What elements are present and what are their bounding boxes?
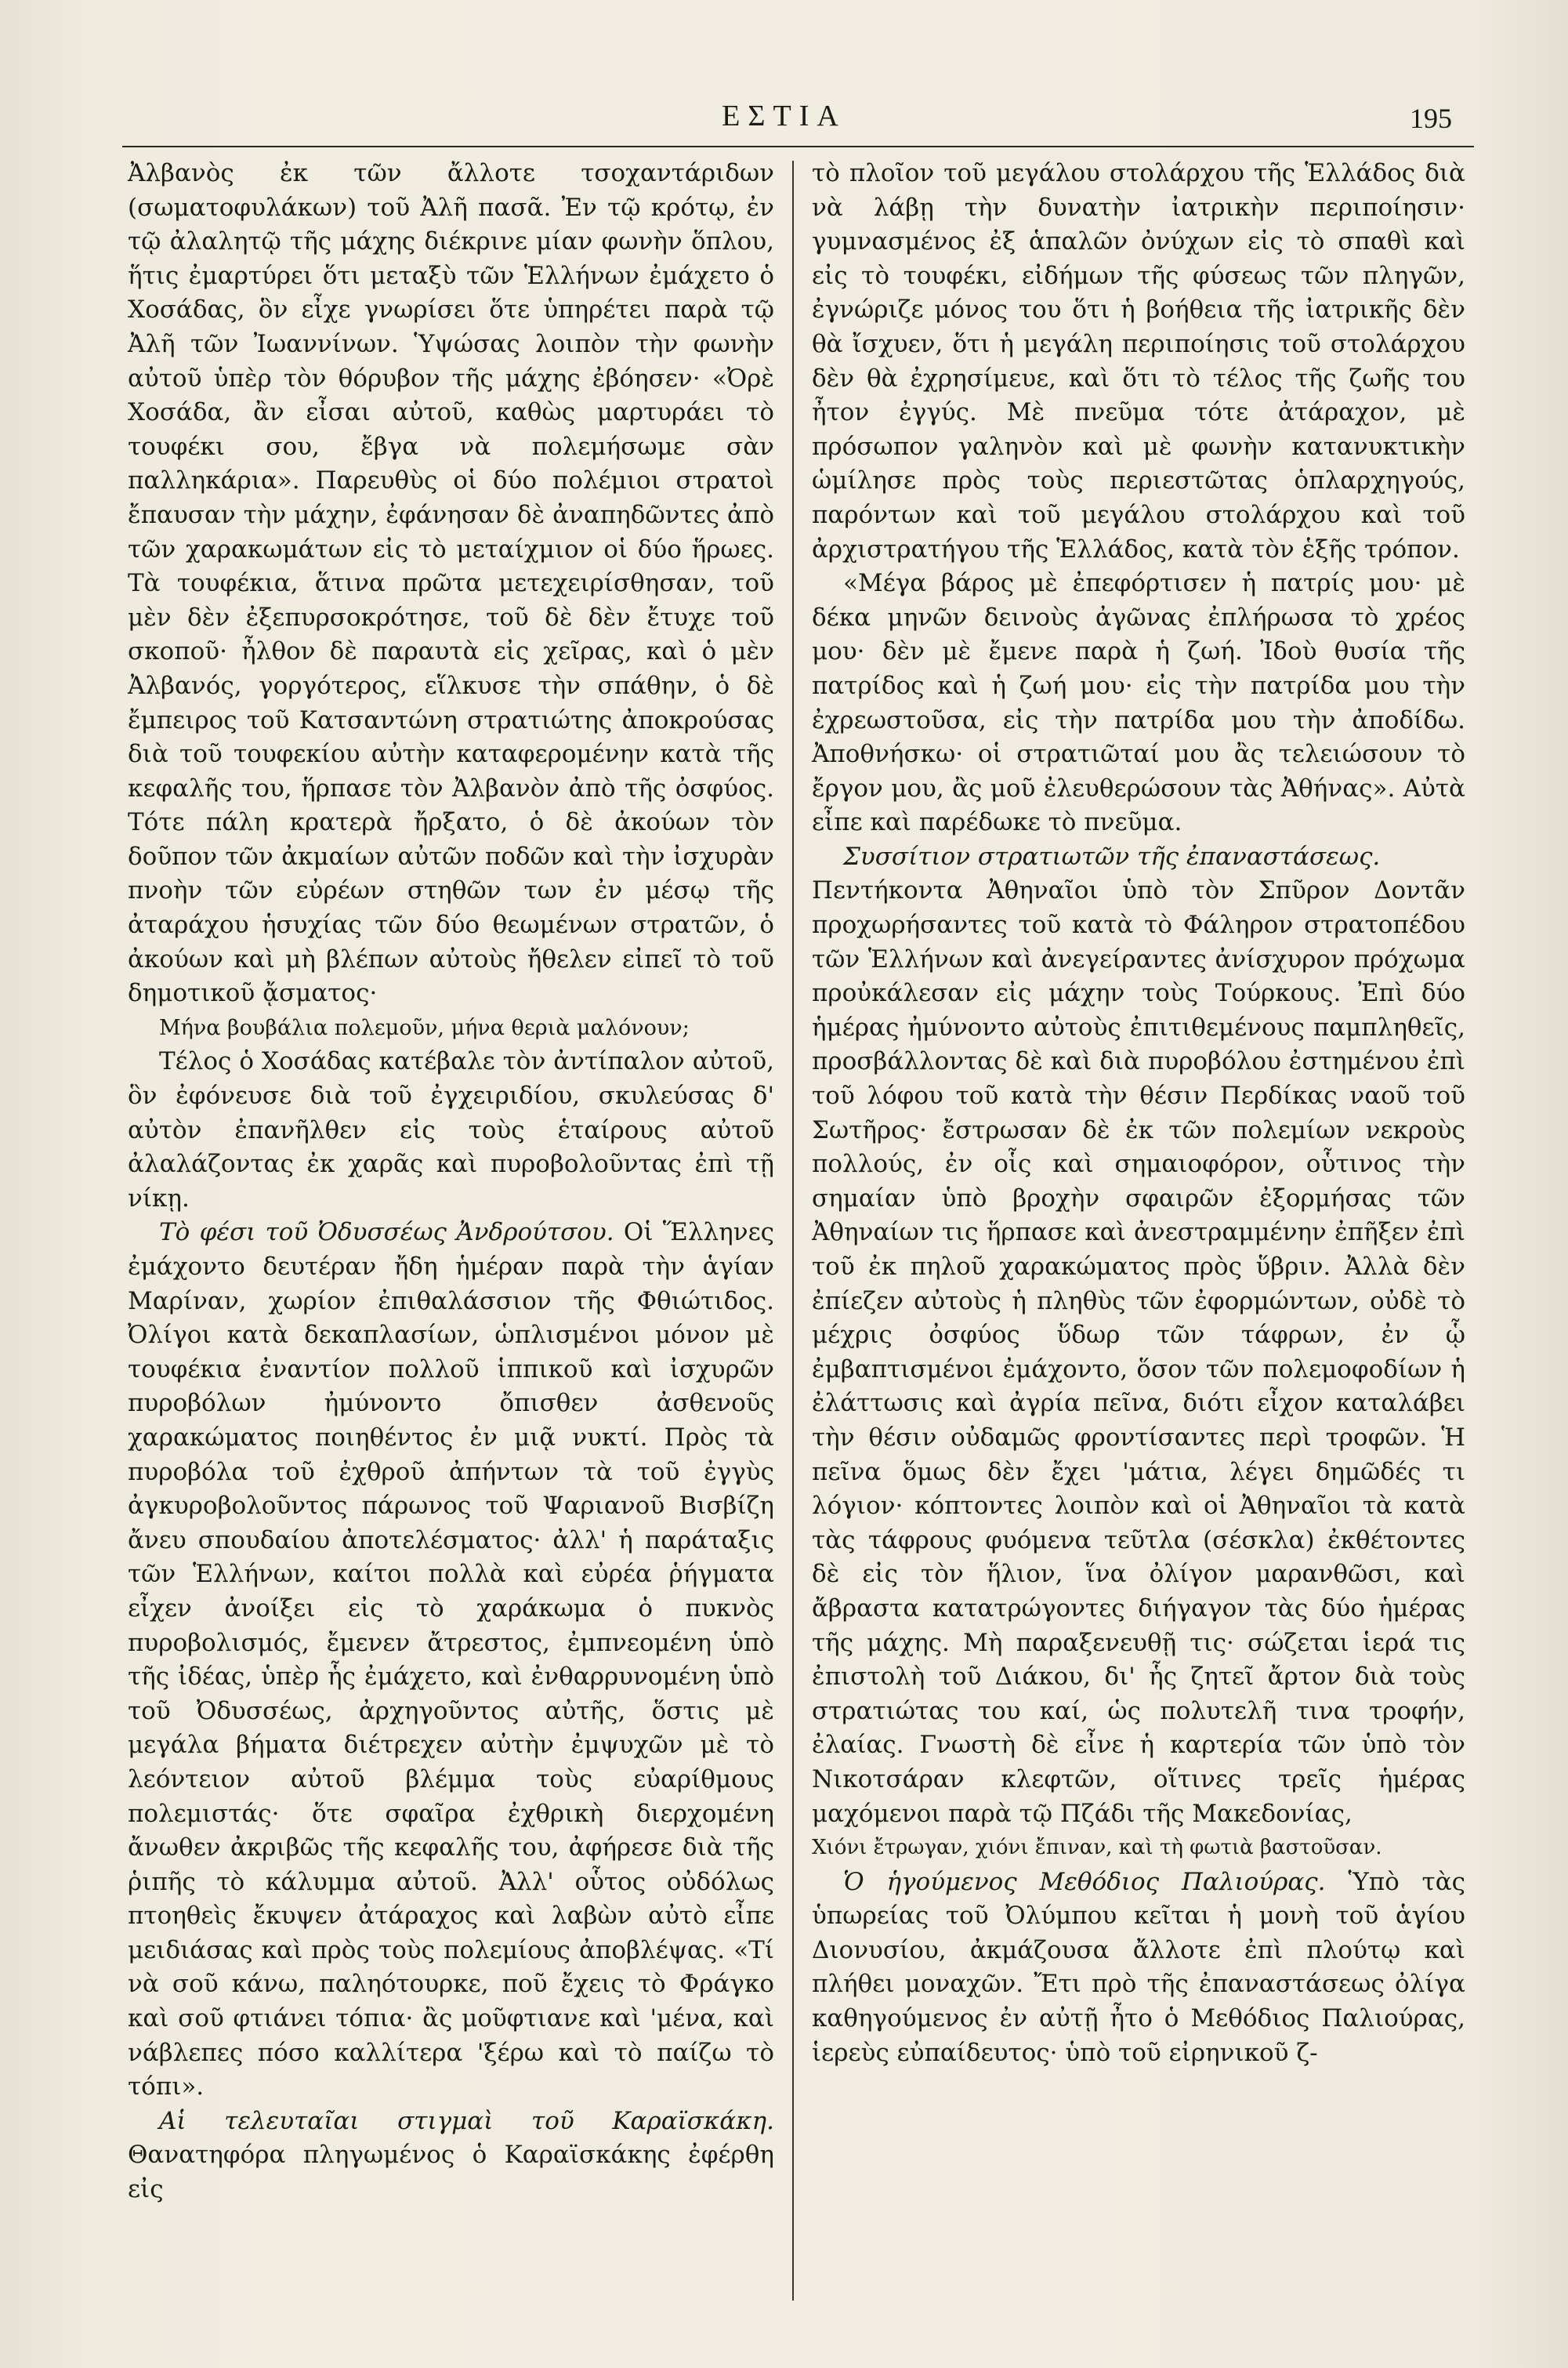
section-heading-line [812,840,1465,875]
paragraph [128,2105,774,2207]
section-heading: Αἱ τελευταῖαι στιγμαὶ τοῦ Καραϊσκάκη. [159,2106,774,2135]
section-heading: Συσσίτιον στρατιωτῶν τῆς ἐπαναστάσεως. [843,842,1381,871]
section-heading: Ὁ ἡγούμενος Μεθόδιος Παλιούρας. [843,1867,1326,1896]
verse-line: Χιόνι ἔτρωγαν, χιόνι ἔπιναν, καὶ τὴ φωτιὰ βαστοῦσαν. [812,1836,1382,1860]
section-heading: Τὸ φέσι τοῦ Ὀδυσσέως Ἀνδρούτσου. [159,1218,614,1247]
paragraph-body: Οἱ Ἕλληνες ἐμάχοντο δευτέραν ἤδη ἡμέραν παρὰ τὴν ἁγίαν Μαρίναν, χωρίον ἐπιθαλάσσιον τῆς Φθιώτιδος. Ὀλίγοι κατὰ δεκαπλασίων, ὡπλισμένοι μόνον μὲ τουφέκια ἐναντίον πολλοῦ ἱππικοῦ καὶ ἰσχυρῶν πυροβόλων ἠμύνοντο ὄπισθεν ἀσθενοῦς χαρακώματος ποιηθέντος ἐν μιᾷ νυκτί. Πρὸς τὰ πυροβόλα τοῦ ἐχθροῦ ἀπήντων τὰ τοῦ ἐγγὺς ἀγκυροβολοῦντος πάρωνος τοῦ Ψαριανοῦ Βισβίζη ἄνευ σπουδαίου ἀποτελέσματος· ἀλλ' ἡ παράταξις τῶν Ἑλλήνων, καίτοι πολλὰ καὶ εὐρέα ῥήγματα εἶχεν ἀνοίξει εἰς τὸ χαράκωμα ὁ πυκνὸς πυροβολισμός, ἔμενεν ἄτρεστος, ἐμπνεομένη ὑπὸ τῆς ἰδέας, ὑπὲρ ἧς ἐμάχετο, καὶ ἐνθαρρυνομένη ὑπὸ τοῦ Ὀδυσσέως, ἀρχηγοῦντος αὐτῆς, ὅστις μὲ μεγάλα βήματα διέτρεχεν αὐτὴν ἐμψυχῶν μὲ τὸ λεόντειον αὐτοῦ βλέμμα τοὺς εὐαρίθμους πολεμιστάς· ὅτε σφαῖρα ἐχθρικὴ διερχομένη ἄνωθεν ἀκριβῶς τῆς κεφαλῆς του, ἀφήρεσε διὰ τῆς ῥιπῆς τὸ κάλυμμα αὐτοῦ. Ἀλλ' οὗτος οὐδόλως πτοηθεὶς ἔκυψεν ἀτάραχος καὶ λαβὼν αὐτὸ εἶπε μειδιάσας καὶ πρὸς τοὺς πολεμίους ἀποβλέψας. «Τί νὰ σοῦ κάνω, παληότουρκε, ποῦ ἔχεις τὸ Φράγκο καὶ σοῦ φτιάνει τόπια· ἂς μοῦφτιανε καὶ 'μένα, καὶ νάβλεπες πόσο καλλίτερα 'ξέρω καὶ τὸ παίζω τὸ τόπι». [128,1218,774,2101]
paragraph: τὸ πλοῖον τοῦ μεγάλου στολάρχου τῆς Ἑλλάδος διὰ νὰ λάβῃ τὴν δυνατὴν ἰατρικὴν περιποίησιν· γυμνασμένος ἐξ ἁπαλῶν ὀνύχων εἰς τὸ σπαθὶ καὶ εἰς τὸ τουφέκι, εἰδήμων τῆς φύσεως τῶν πληγῶν, ἐγνώριζε μόνος του ὅτι ἡ βοήθεια τῆς ἰατρικῆς δὲν θὰ ἴσχυεν, ὅτι ἡ μεγάλη περιποίησις τοῦ στολάρχου δὲν θὰ ἐχρησίμευε, καὶ ὅτι τὸ τέλος τῆς ζωῆς του ἦτον ἐγγύς. Μὲ πνεῦμα τότε ἀτάραχον, μὲ πρόσωπον γαληνὸν καὶ μὲ φωνὴν κατανυκτικὴν ὡμίλησε πρὸς τοὺς περιεστῶτας ὁπλαρχηγούς, παρόντων καὶ τοῦ μεγάλου στολάρχου καὶ τοῦ ἀρχιστρατήγου τῆς Ἑλλάδος, κατὰ τὸν ἑξῆς τρόπον. [812,159,1465,564]
column-divider [792,161,794,2301]
header-rule [122,146,1474,147]
paragraph: Πεντήκοντα Ἀθηναῖοι ὑπὸ τὸν Σπῦρον Δοντᾶν προχωρήσαντες τοῦ κατὰ τὸ Φάληρον στρατοπέδου τῶν Ἑλλήνων καὶ ἀνεγείραντες ἀνίσχυρον πρόχωμα προὐκάλεσαν εἰς μάχην τοὺς Τούρκους. Ἐπὶ δύο ἡμέρας ἠμύνοντο αὐτοὺς ἐπιτιθεμένους παμπληθεῖς, προσβάλλοντας δὲ καὶ διὰ πυροβόλου ἐστημένου ἐπὶ τοῦ λόφου τοῦ κατὰ τὴν θέσιν Περδίκας ναοῦ τοῦ Σωτῆρος· ἔστρωσαν δὲ ἐκ τῶν πολεμίων νεκροὺς πολλούς, ἐν οἷς καὶ σημαιοφόρον, οὗτινος τὴν σημαίαν ὑπὸ βροχὴν σφαιρῶν ἐξορμήσας τῶν Ἀθηναίων τις ἥρπασε καὶ ἀνεστραμμένην ἐπῆξεν ἐπὶ τοῦ ἐκ πηλοῦ χαρακώματος πρὸς ὕβριν. Ἀλλὰ δὲν ἐπίεζεν αὐτοὺς ἡ πληθὺς τῶν ἐφορμώντων, οὐδὲ τὸ μέχρις ὀσφύος ὕδωρ τῶν τάφρων, ἐν ᾧ ἐμβαπτισμένοι ἐμάχοντο, ὅσον τῶν πολεμοφοδίων ἡ ἐλάττωσις καὶ ἀγρία πεῖνα, διότι εἶχον καταλάβει τὴν θέσιν οὐδαμῶς φροντίσαντες περὶ τροφῶν. Ἡ πεῖνα ὅμως δὲν ἔχει 'μάτια, λέγει δημῶδές τι λόγιον· κόπτοντες λοιπὸν καὶ οἱ Ἀθηναῖοι τὰ κατὰ τὰς τάφρους φυόμενα τεῦτλα (σέσκλα) ἐκθέτοντες δὲ εἰς τὸν ἥλιον, ἵνα ὀλίγον μαρανθῶσι, καὶ ἄβραστα κατατρώγοντες διήγαγον τὰς δύο ἡμέρας τῆς μάχης. Μὴ παραξενευθῇ τις· σώζεται ἱερά τις ἐπιστολὴ τοῦ Διάκου, δι' ἧς ζητεῖ ἄρτον διὰ τοὺς στρατιώτας του καί, ὡς πολυτελῆ τινα τροφήν, ἐλαίας. Γνωστὴ δὲ εἶνε ἡ καρτερία τῶν ὑπὸ τὸν Νικοτσάραν κλεφτῶν, οἵτινες τρεῖς ἡμέρας μαχόμενοι παρὰ τῷ Πζάδι τῆς Μακεδονίας, [812,876,1465,1828]
paragraph [128,1216,774,2104]
right-column [812,157,1465,2070]
page-number: 195 [1410,103,1452,134]
paragraph: «Μέγα βάρος μὲ ἐπεφόρτισεν ἡ πατρίς μου· μὲ δέκα μηνῶν δεινοὺς ἀγῶνας ἐπλήρωσα τὸ χρέος μου· δὲν μὲ ἔμενε παρὰ ἡ ζωή. Ἰδοὺ θυσία τῆς πατρίδος καὶ ἡ ζωή μου· εἰς τὴν πατρίδα μου τὴν ἐχρεωστοῦσα, εἰς τὴν πατρίδα μου τὴν ἀποδίδω. Ἀποθνήσκω· οἱ στρατιῶταί μου ἂς τελειώσουν τὸ ἔργον μου, ἂς μοῦ ἐλευθερώσουν τὰς Ἀθήνας». Αὐτὰ εἶπε καὶ παρέδωκε τὸ πνεῦμα. [812,569,1465,837]
paragraph-body: Ὑπὸ τὰς ὑπωρείας τοῦ Ὀλύμπου κεῖται ἡ μονὴ τοῦ ἁγίου Διονυσίου, ἀκμάζουσα ἄλλοτε ἐπὶ πλούτῳ καὶ πλήθει μοναχῶν. Ἔτι πρὸ τῆς ἐπαναστάσεως ὀλίγα καθηγούμενος ἐν αὐτῇ ἦτο ὁ Μεθόδιος Παλιούρας, ἱερεὺς εὐπαίδευτος· ὑπὸ τοῦ εἰρηνικοῦ ζ- [812,1867,1465,2067]
verse-line: Μήνα βουβάλια πολεμοῦν, μήνα θεριὰ μαλόνουν; [159,1015,690,1040]
paragraph: Τέλος ὁ Χοσάδας κατέβαλε τὸν ἀντίπαλον αὐτοῦ, ὃν ἐφόνευσε διὰ τοῦ ἐγχειριδίου, σκυλεύσας δ' αὐτὸν ἐπανῆλθεν εἰς τοὺς ἑταίρους αὐτοῦ ἀλαλάζοντας ἐκ χαρᾶς καὶ πυροβολοῦντας ἐπὶ τῇ νίκῃ. [128,1047,774,1213]
left-column [128,157,774,2207]
journal-title: ΕΣΤΙΑ [722,100,846,132]
paragraph: Ἀλβανὸς ἐκ τῶν ἄλλοτε τσοχαντάριδων (σωματοφυλάκων) τοῦ Ἀλῆ πασᾶ. Ἐν τῷ κρότῳ, ἐν τῷ ἀλαλητῷ τῆς μάχης διέκρινε μίαν φωνὴν ὅπλου, ἥτις ἐμαρτύρει ὅτι μεταξὺ τῶν Ἑλλήνων ἐμάχετο ὁ Χοσάδας, ὃν εἶχε γνωρίσει ὅτε ὑπηρέτει παρὰ τῷ Ἀλῆ τῶν Ἰωαννίνων. Ὑψώσας λοιπὸν τὴν φωνὴν αὐτοῦ ὑπὲρ τὸν θόρυβον τῆς μάχης ἐβόησεν· «Ὀρὲ Χοσάδα, ἂν εἶσαι αὐτοῦ, καθὼς μαρτυράει τὸ τουφέκι σου, ἔβγα νὰ πολεμήσωμε σὰν παλληκάρια». Παρευθὺς οἱ δύο πολέμιοι στρατοὶ ἔπαυσαν τὴν μάχην, ἐφάνησαν δὲ ἀναπηδῶντες ἀπὸ τῶν χαρακωμάτων εἰς τὸ μεταίχμιον οἱ δύο ἥρωες. Τὰ τουφέκια, ἅτινα πρῶτα μετεχειρίσθησαν, τοῦ μὲν δὲν ἐξεπυρσοκρότησε, τοῦ δὲ δὲν ἔτυχε τοῦ σκοποῦ· ἦλθον δὲ παραυτὰ εἰς χεῖρας, καὶ ὁ μὲν Ἀλβανός, γοργότερος, εἵλκυσε τὴν σπάθην, ὁ δὲ ἔμπειρος τοῦ Κατσαντώνη στρατιώτης ἀποκρούσας διὰ τοῦ τουφεκίου αὐτὴν καταφερομένην κατὰ τῆς κεφαλῆς του, ἥρπασε τὸν Ἀλβανὸν ἀπὸ τῆς ὀσφύος. Τότε πάλη κρατερὰ ἤρξατο, ὁ δὲ ἀκούων τὸν δοῦπον τῶν ἀκμαίων αὐτῶν ποδῶν καὶ τὴν ἰσχυρὰν πνοὴν τῶν εὐρέων στηθῶν των ἐν μέσῳ τῆς ἀταράχου ἡσυχίας τῶν δύο θεωμένων στρατῶν, ὁ ἀκούων καὶ μὴ βλέπων αὐτοὺς ἤθελεν εἰπεῖ τὸ τοῦ δημοτικοῦ ᾄσματος· [128,159,774,1008]
paragraph-body: Θανατηφόρα πληγωμένος ὁ Καραϊσκάκης ἐφέρθη εἰς [128,2141,774,2204]
running-head [0,92,1568,140]
paragraph [812,1866,1465,2071]
